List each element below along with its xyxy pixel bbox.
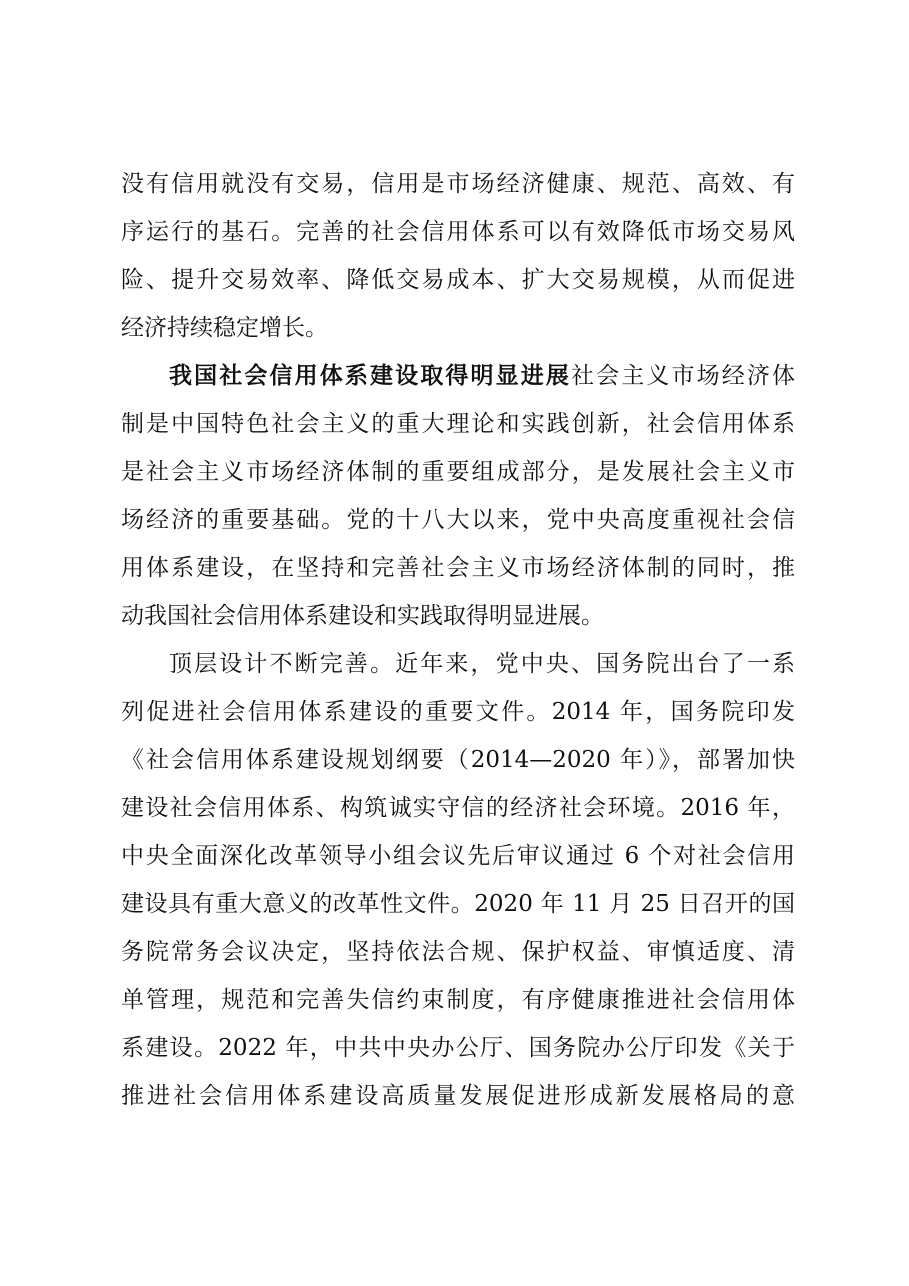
paragraph-3-line-3: 《社会信用体系建设规划纲要（2014—2020 年）》，部署加快 xyxy=(121,747,795,773)
paragraph-3-line-5: 中央全面深化改革领导小组会议先后审议通过 6 个对社会信用 xyxy=(121,843,795,869)
paragraph-2-line-4: 场经济的重要基础。党的十八大以来，党中央高度重视社会信 xyxy=(121,507,795,533)
paragraph-3-line-10: 推进社会信用体系建设高质量发展促进形成新发展格局的意 xyxy=(121,1083,795,1109)
paragraph-3-line-6: 建设具有重大意义的改革性文件。2020 年 11 月 25 日召开的国 xyxy=(121,891,795,917)
paragraph-2-line-5: 用体系建设，在坚持和完善社会主义市场经济体制的同时，推 xyxy=(121,555,795,581)
paragraph-3-line-9: 系建设。2022 年，中共中央办公厅、国务院办公厅印发《关于 xyxy=(121,1035,795,1061)
paragraph-1-line-4: 经济持续稳定增长。 xyxy=(121,315,328,341)
paragraph-2-first-line-text: 社会主义市场经济体 xyxy=(571,363,795,389)
paragraph-2-line-3: 是社会主义市场经济体制的重要组成部分，是发展社会主义市 xyxy=(121,459,795,485)
section-heading: 我国社会信用体系建设取得明显进展 xyxy=(169,363,571,389)
paragraph-1-line-1: 没有信用就没有交易，信用是市场经济健康、规范、高效、有 xyxy=(121,171,795,197)
paragraph-3-line-4: 建设社会信用体系、构筑诚实守信的经济社会环境。2016 年， xyxy=(121,795,795,821)
paragraph-3-line-8: 单管理，规范和完善失信约束制度，有序健康推进社会信用体 xyxy=(121,987,795,1013)
paragraph-1-line-2: 序运行的基石。完善的社会信用体系可以有效降低市场交易风 xyxy=(121,219,795,245)
paragraph-3-line-2: 列促进社会信用体系建设的重要文件。2014 年，国务院印发 xyxy=(121,699,795,725)
paragraph-3-line-7: 务院常务会议决定，坚持依法合规、保护权益、审慎适度、清 xyxy=(121,939,795,965)
paragraph-2-line-1 xyxy=(169,360,795,392)
paragraph-1-line-3: 险、提升交易效率、降低交易成本、扩大交易规模，从而促进 xyxy=(121,267,795,293)
paragraph-2-line-6: 动我国社会信用体系建设和实践取得明显进展。 xyxy=(121,603,604,629)
paragraph-2-line-2: 制是中国特色社会主义的重大理论和实践创新，社会信用体系 xyxy=(121,411,795,437)
paragraph-3-line-1: 顶层设计不断完善。近年来，党中央、国务院出台了一系 xyxy=(169,651,795,677)
